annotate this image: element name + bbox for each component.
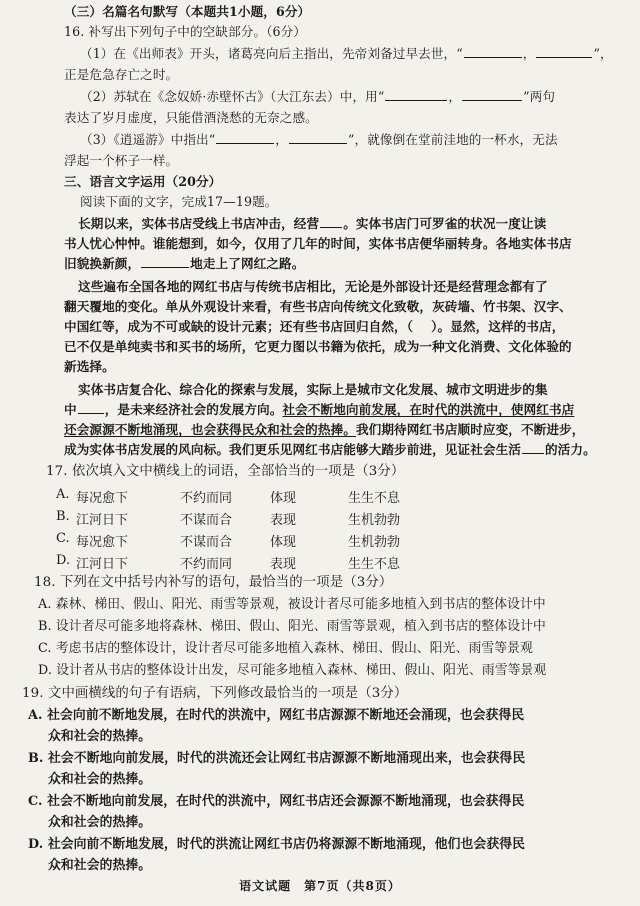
q17-stem: 17. 依次填入文中横线上的词语，全部恰当的一项是（3分） [46,464,405,479]
answer-blank[interactable] [216,132,274,144]
underlined-sentence: 社会不断地向前发展，在时代的洪流中，使网红书店 [282,402,575,417]
q19-option-b-cont: 众和社会的热捧。 [48,772,152,787]
exam-page: （三）名篇名句默写（本题共1小题，6分） 16. 补写出下列句子中的空缺部分。（6分） （1）在《出师表》开头，诸葛亮向后主指出，先帝刘备过早去世，“ ， ”， 正是危急存亡之时。 （2）苏轼在《念奴娇·赤壁怀古》（大江东去）中，用“ ， ”两句 表达了岁月虚度，只能借酒浇愁的无奈之感。 （3）《逍遥游》中指出“ ， ”，就像倒在堂前洼地的一杯水，无法 浮起一个杯子一样。 三、语言文字运用（20分） 阅读下面的文字，完成17—19题。 长期以来，实体书店受线上书店冲击，经营 。实体书店门可罗雀的状况一度让读 书人忧心忡忡。谁能想到，如今，仅用了几年的时间，实体书店便华丽转身。各地实体书店 旧貌换新颜， 地走上了网红之路。 这些遍布全国各地的网红书店与传统书店相比，无论是外部设计还是经营理念都有了 翻天覆地的变化。单从外观设计来看，有些书店向传统文化致敬，灰砖墙、竹书架、汉字、 中国红等，成为不可或缺的设计元素；还有些书店回归自然，（ ）。显然，这样的书店， 已不仅是单纯卖书和买书的场所，它更力图以书籍为依托，成为一种文化消费、文化体验的 新选择。 实体书店复合化、综合化的探索与发展，实际上是城市文化发展、城市文明进步的集 中 ，是未来经济社会的发展方向。社会不断地向前发展，在时代的洪流中，使网红书店 还会源源不断地涌现，也会获得民众和社会的热捧。我们期待网红书店顺时应变，不断进步， 成为实体书店发展的风向标。我们更乐见网红书店能够大踏步前进，见证社会生活 的活力。 17. 依次填入文中横线上的词语，全部恰当的一项是（3分） A. 每况愈下 不约而同 体现 生生不息 B. 江河日下 不谋而合 表现 生机勃勃 C. 每况愈下 不谋而合 体现 生机勃勃 D. 江河日下 不约而同 表现 生生不息 18. 下列在文中括号内补写的语句，最恰当的一项是（3分） A. 森林、梯田、假山、阳光、雨雪等景观，被设计者尽可能多地植入到书店的整体设计中 B. 设计者尽可能多地将森林、梯田、假山、阳光、雨雪等景观，植入到书店的整体设计中 C. 考虑书店的整体设计，设计者尽可能多地植入森林、梯田、假山、阳光、雨雪等景观 D. 设计者从书店的整体设计出发，尽可能多地植入森林、梯田、假山、阳光、雨雪等景观 19. 文中画横线的句子有语病，下列修改最恰当的一项是（3分） A. 社会向前不断地发展，在时代的洪流中，网红书店源源不断地还会涌现，也会获得民 众和社会的热捧。 B. 社会不断地向前发展，时代的洪流还会让网红书店源源不断地涌现出来，也会获得民 众和社会的热捧。 C. 社会不断地向前发展，在时代的洪流中，网红书店还会源源不断地涌现，也会获得民 众和社会的热捧。 D. 社会向前不断地发展，时代的洪流让网红书店仍将源源不断地涌现，他们也会获得民 众和社会的热捧。 语文试题 第7页（共8页） [0,0,640,906]
q19-option-a[interactable]: A. 社会向前不断地发展，在时代的洪流中，网红书店源源不断地还会涌现，也会获得民 [28,708,525,723]
q19-option-d-cont: 众和社会的热捧。 [48,858,152,873]
q19-option-c-cont: 众和社会的热捧。 [48,815,152,830]
passage-p2-l4: 已不仅是单纯卖书和买书的场所，它更力图以书籍为依托，成为一种文化消费、文化体验的 [64,339,572,354]
section-title-famous-lines: （三）名篇名句默写（本题共1小题，6分） [64,4,311,19]
q16-part3-cont: 浮起一个杯子一样。 [64,153,179,168]
underlined-sentence: 还会源源不断地涌现，也会获得民众和社会的热捧。 [64,422,356,437]
answer-blank[interactable] [141,256,189,268]
passage-p1-l2: 书人忧心忡忡。谁能想到，如今，仅用了几年的时间，实体书店便华丽转身。各地实体书店 [64,236,572,251]
q16-part1-cont: 正是危急存亡之时。 [64,67,179,82]
q19-option-c[interactable]: C. 社会不断地向前发展，在时代的洪流中，网红书店还会源源不断地涌现，也会获得民 [28,794,525,809]
passage-p2-l2: 翻天覆地的变化。单从外观设计来看，有些书店向传统文化致敬，灰砖墙、竹书架、汉字、 [64,299,572,314]
passage-p2-l1: 这些遍布全国各地的网红书店与传统书店相比，无论是外部设计还是经营理念都有了 [78,279,548,294]
q18-option-a[interactable]: A. 森林、梯田、假山、阳光、雨雪等景观，被设计者尽可能多地植入到书店的整体设计中 [38,597,546,612]
passage-p3-l3: 还会源源不断地涌现，也会获得民众和社会的热捧。我们期待网红书店顺时应变，不断进步， [64,422,585,437]
answer-blank[interactable] [78,402,104,414]
answer-blank[interactable] [320,216,342,228]
q19-option-a-cont: 众和社会的热捧。 [48,729,152,744]
q18-option-c[interactable]: C. 考虑书店的整体设计，设计者尽可能多地植入森林、梯田、假山、阳光、雨雪等景观 [38,641,533,656]
answer-blank[interactable] [464,46,522,58]
passage-p3-l2: 中 ，是未来经济社会的发展方向。社会不断地向前发展，在时代的洪流中，使网红书店 [64,402,575,417]
passage-p3-l4: 成为实体书店发展的风向标。我们更乐见网红书店能够大踏步前进，见证社会生活 的活力。 [64,442,596,457]
q16-part1: （1）在《出师表》开头，诸葛亮向后主指出，先帝刘备过早去世，“ ， ”， [80,46,613,61]
q19-option-b[interactable]: B. 社会不断地向前发展，时代的洪流还会让网红书店源源不断地涌现出来，也会获得民 [28,751,526,766]
reading-intro: 阅读下面的文字，完成17—19题。 [80,194,278,209]
answer-blank[interactable] [385,89,447,101]
passage-p2-l5: 新选择。 [64,359,115,374]
q18-option-d[interactable]: D. 设计者从书店的整体设计出发，尽可能多地植入森林、梯田、假山、阳光、雨雪等景观 [38,663,547,678]
q19-stem: 19. 文中画横线的句子有语病，下列修改最恰当的一项是（3分） [22,686,408,701]
section-title-language-use: 三、语言文字运用（20分） [64,174,222,189]
answer-blank[interactable] [289,132,347,144]
passage-p1-l1: 长期以来，实体书店受线上书店冲击，经营 。实体书店门可罗雀的状况一度让读 [78,216,547,231]
q18-stem: 18. 下列在文中括号内补写的语句，最恰当的一项是（3分） [34,575,393,590]
q19-option-d[interactable]: D. 社会向前不断地发展，时代的洪流让网红书店仍将源源不断地涌现，他们也会获得民 [28,837,526,852]
answer-blank[interactable] [462,89,522,101]
passage-p3-l1: 实体书店复合化、综合化的探索与发展，实际上是城市文化发展、城市文明进步的集 [78,382,548,397]
q16-part3: （3）《逍遥游》中指出“ ， ”，就像倒在堂前洼地的一杯水，无法 [80,132,558,147]
answer-blank[interactable] [522,442,544,454]
q16-part2: （2）苏轼在《念奴娇·赤壁怀古》（大江东去）中，用“ ， ”两句 [80,89,556,104]
answer-blank[interactable] [536,46,592,58]
q16-stem: 16. 补写出下列句子中的空缺部分。（6分） [64,24,307,39]
passage-p2-l3: 中国红等，成为不可或缺的设计元素；还有些书店回归自然，（ ）。显然，这样的书店， [64,319,565,334]
page-footer: 语文试题 第7页（共8页） [239,879,401,893]
q16-part2-cont: 表达了岁月虚度，只能借酒浇愁的无奈之感。 [64,110,318,125]
q18-option-b[interactable]: B. 设计者尽可能多地将森林、梯田、假山、阳光、雨雪等景观，植入到书店的整体设计中 [38,619,546,634]
passage-p1-l3: 旧貌换新颜， 地走上了网红之路。 [64,256,305,271]
